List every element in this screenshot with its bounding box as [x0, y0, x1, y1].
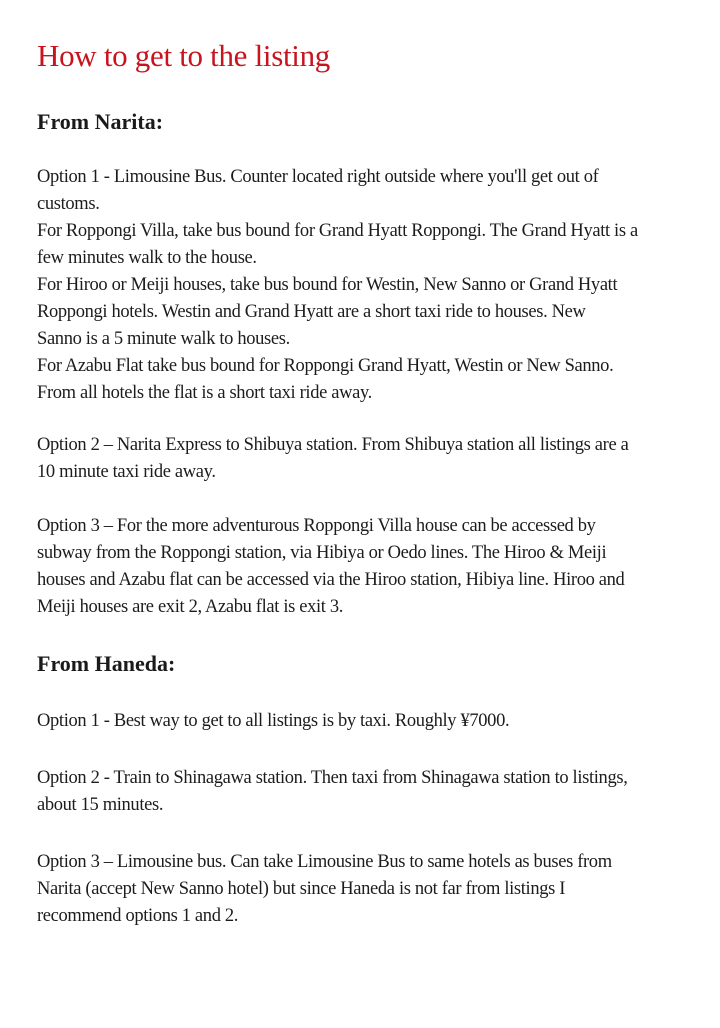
text-line: Narita (accept New Sanno hotel) but since Haneda is not far from listings I [37, 879, 566, 899]
text-line: Option 2 – Narita Express to Shibuya station. From Shibuya station all listings are a [37, 435, 629, 455]
text-line: From all hotels the flat is a short taxi ride away. [37, 383, 372, 403]
text-line: subway from the Roppongi station, via Hibiya or Oedo lines. The Hiroo & Meiji [37, 543, 607, 563]
narita-option-3 [37, 513, 709, 621]
text-line: For Hiroo or Meiji houses, take bus bound for Westin, New Sanno or Grand Hyatt [37, 275, 618, 295]
text-line: Option 2 - Train to Shinagawa station. Then taxi from Shinagawa station to listings, [37, 768, 628, 788]
text-line: For Roppongi Villa, take bus bound for Grand Hyatt Roppongi. The Grand Hyatt is a [37, 221, 638, 241]
text-line: For Azabu Flat take bus bound for Roppongi Grand Hyatt, Westin or New Sanno. [37, 356, 614, 376]
text-line: few minutes walk to the house. [37, 248, 257, 268]
narita-option-2 [37, 432, 709, 486]
text-line: Roppongi hotels. Westin and Grand Hyatt are a short taxi ride to houses. New [37, 302, 586, 322]
text-line: Option 1 - Best way to get to all listings is by taxi. Roughly ¥7000. [37, 711, 510, 731]
haneda-option-2 [37, 765, 709, 819]
text-line: Meiji houses are exit 2, Azabu flat is exit 3. [37, 597, 344, 617]
section-heading-narita: From Narita: [37, 109, 164, 134]
text-line: about 15 minutes. [37, 795, 164, 815]
text-line: houses and Azabu flat can be accessed via the Hiroo station, Hibiya line. Hiroo and [37, 570, 625, 590]
text-line: recommend options 1 and 2. [37, 906, 239, 926]
haneda-option-3 [37, 849, 709, 930]
text-line: Option 1 - Limousine Bus. Counter located right outside where you'll get out of [37, 167, 599, 187]
page-title: How to get to the listing [37, 38, 331, 73]
text-line: Option 3 – For the more adventurous Roppongi Villa house can be accessed by [37, 516, 596, 536]
text-line: customs. [37, 194, 100, 214]
section-heading-haneda: From Haneda: [37, 651, 176, 676]
text-line: 10 minute taxi ride away. [37, 462, 216, 482]
narita-option-1 [37, 164, 709, 407]
text-line: Sanno is a 5 minute walk to houses. [37, 329, 290, 349]
text-line: Option 3 – Limousine bus. Can take Limousine Bus to same hotels as buses from [37, 852, 612, 872]
haneda-option-1 [37, 708, 709, 735]
